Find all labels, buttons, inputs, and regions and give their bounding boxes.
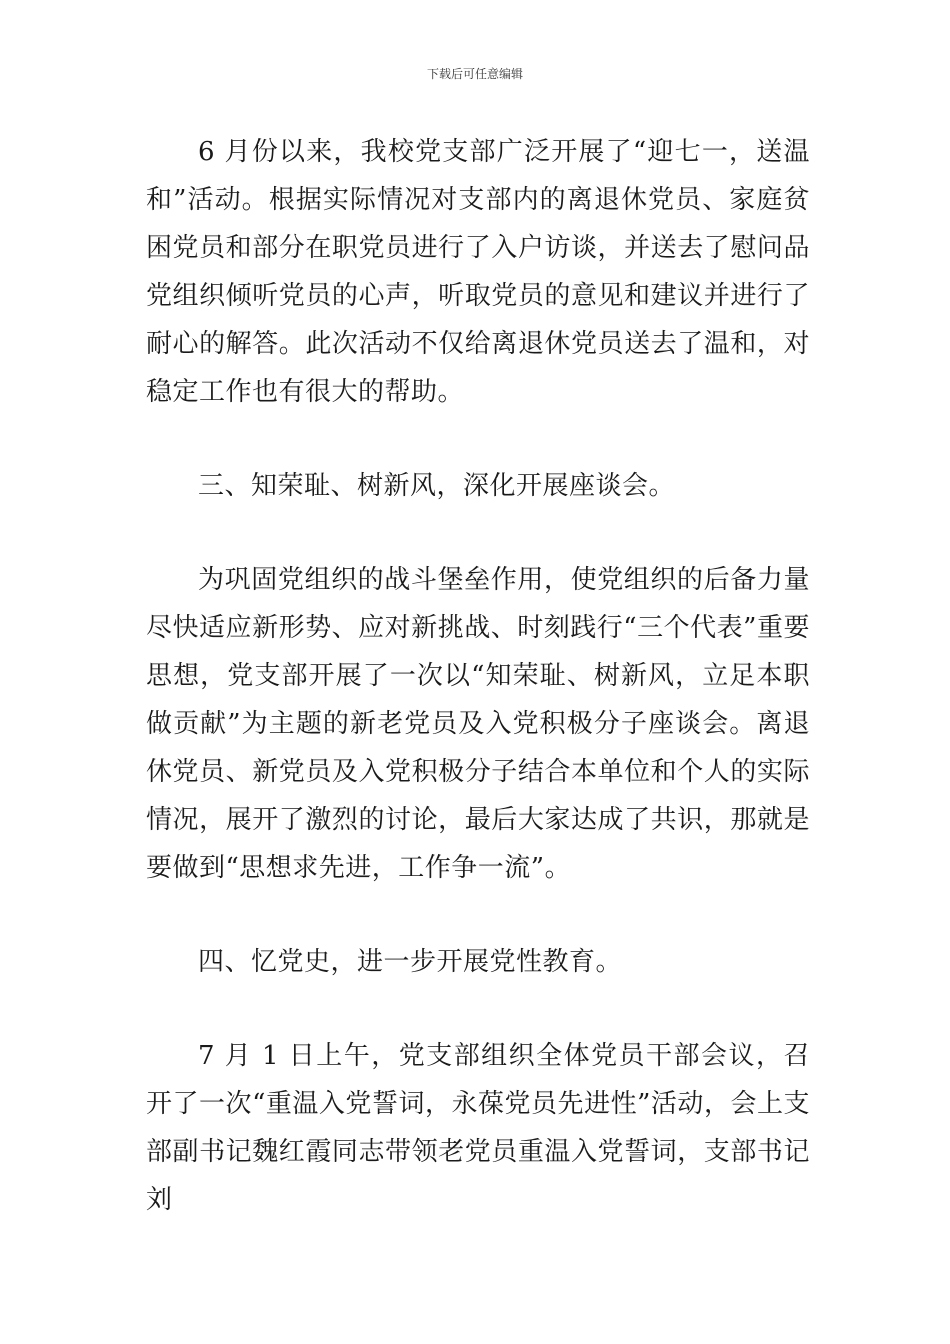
section-heading-4: 四、忆党史，进一步开展党性教育。 (198, 947, 623, 977)
paragraph-oath-review: 7 月 1 日上午，党支部组织全体党员干部会议，召开了一次“重温入党誓词，永葆党员先进性”活动，会上支部副书记魏红霞同志带领老党员重温入党誓词，支部书记刘 (146, 1041, 810, 1215)
page-header: 下载后可任意编辑 (426, 67, 523, 81)
paragraph-spacer (146, 986, 810, 1032)
document-body (146, 128, 810, 1224)
paragraph-spacer (146, 510, 810, 556)
paragraph-activity-visits: 6 月份以来，我校党支部广泛开展了“迎七一，送温和”活动。根据实际情况对支部内的离退休党员、家庭贫困党员和部分在职党员进行了入户访谈，并送去了慰问品党组织倾听党员的心声，听取党员的意见和建议并进行了耐心的解答。此次活动不仅给离退休党员送去了温和，对稳定工作也有很大的帮助。 (146, 137, 810, 407)
paragraph-spacer (146, 892, 810, 938)
paragraph-spacer (146, 416, 810, 462)
section-heading-3: 三、知荣耻、树新风，深化开展座谈会。 (198, 471, 676, 501)
paragraph-symposium: 为巩固党组织的战斗堡垒作用，使党组织的后备力量尽快适应新形势、应对新挑战、时刻践行“三个代表”重要思想，党支部开展了一次以“知荣耻、树新风，立足本职做贡献”为主题的新老党员及入党积极分子座谈会。离退休党员、新党员及入党积极分子结合本单位和个人的实际情况，展开了激烈的讨论，最后大家达成了共识，那就是要做到“思想求先进，工作争一流”。 (146, 565, 810, 883)
